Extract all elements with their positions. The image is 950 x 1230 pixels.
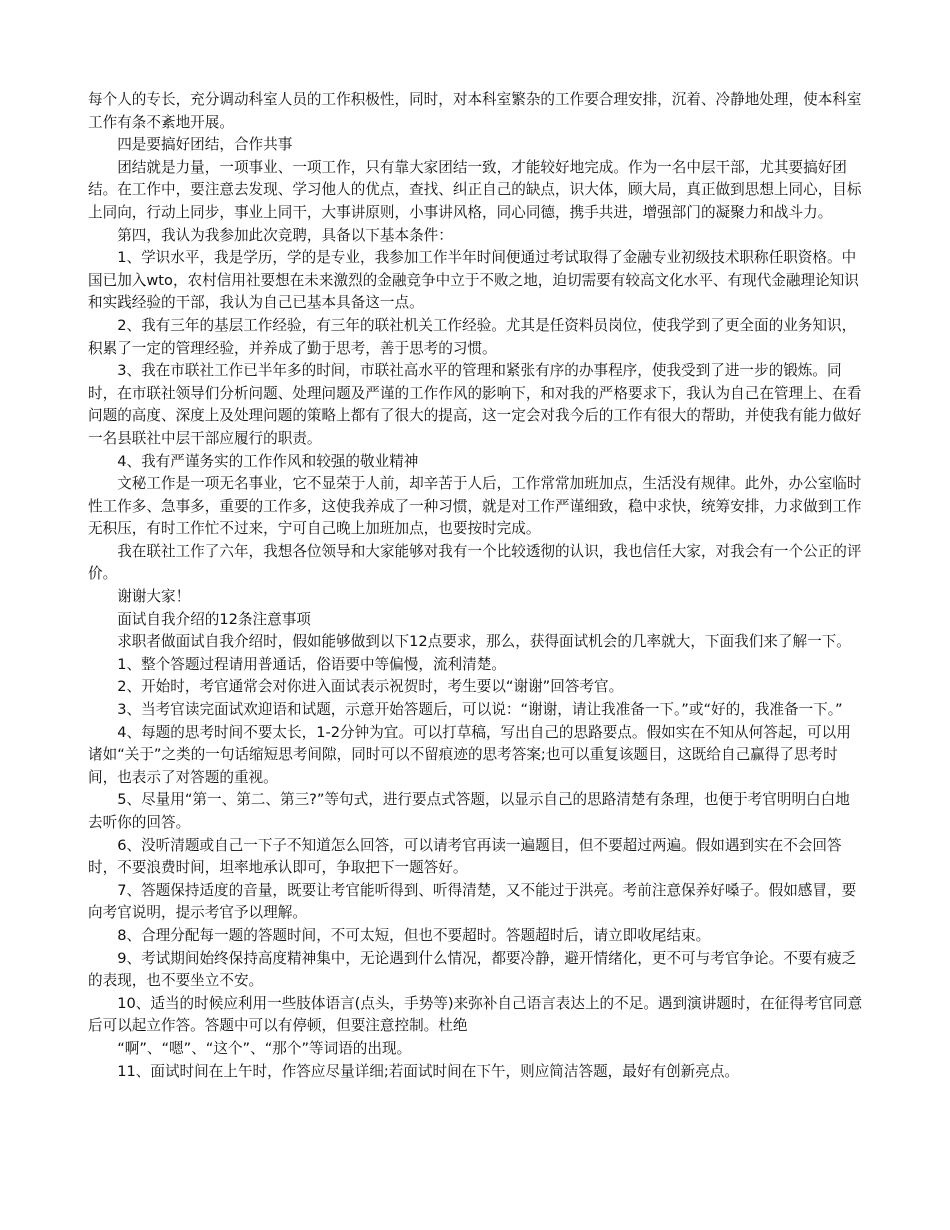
list-item-tip-4: 4、每题的思考时间不要太长，1-2分钟为宜。可以打草稿，写出自己的思路要点。假如实在不知从何答起，可以用诸如“关于”之类的一句话缩短思考间隙，同时可以不留痕迹的思考答案;也可以重复该题目，这既给自己赢得了思考时间，也表示了对答题的重视。 — [88, 723, 851, 786]
paragraph-thanks: 谢谢大家！ — [117, 588, 191, 606]
paragraph-condition-2: 2、我有三年的基层工作经验，有三年的联社机关工作经验。尤其是任资料员岗位，使我学到了更全面的业务知识，积累了一定的管理经验，并养成了勤于思考，善于思考的习惯。 — [88, 316, 857, 357]
section-heading-interview-tips: 面试自我介绍的12条注意事项 — [117, 610, 311, 628]
paragraph-condition-4-heading: 4、我有严谨务实的工作作风和较强的敬业精神 — [117, 452, 419, 470]
document-body — [88, 89, 863, 1083]
section-heading-teamwork: 四是要搞好团结，合作共事 — [117, 136, 293, 154]
paragraph-tips-intro: 求职者做面试自我介绍时，假如能够做到以下12点要求，那么，获得面试机会的几率就大，下面我们来了解一下。 — [117, 633, 851, 651]
list-item-tip-11: 11、面试时间在上午时，作答应尽量详细;若面试时间在下午，则应简洁答题，最好有创新亮点。 — [117, 1062, 740, 1080]
list-item-tip-7: 7、答题保持适度的音量，既要让考官能听得到、听得清楚，又不能过于洪亮。考前注意保养好嗓子。假如感冒，要向考官说明，提示考官予以理解。 — [88, 881, 857, 922]
list-item-tip-1: 1、整个答题过程请用普通话，俗语要中等偏慢，流利清楚。 — [117, 655, 506, 673]
section-heading-conditions: 第四，我认为我参加此次竞聘，具备以下基本条件： — [117, 226, 453, 244]
paragraph-closing: 我在联社工作了六年，我想各位领导和大家能够对我有一个比较透彻的认识，我也信任大家，对我会有一个公正的评价。 — [88, 542, 862, 583]
list-item-tip-9: 9、考试期间始终保持高度精神集中，无论遇到什么情况，都要冷静，避开情绪化，更不可与考官争论。不要有疲乏的表现，也不要坐立不安。 — [88, 949, 857, 990]
paragraph-intro-continued: 每个人的专长，充分调动科室人员的工作积极性，同时，对本科室繁杂的工作要合理安排，沉着、冷静地处理，使本科室工作有条不紊地开展。 — [88, 91, 862, 131]
paragraph-condition-3: 3、我在市联社工作已半年多的时间，市联社高水平的管理和紧张有序的办事程序，使我受到了进一步的锻炼。同时，在市联社领导们分析问题、处理问题及严谨的工作作风的影响下，和对我的严格要求下，我认为自己在管理上、在看问题的高度、深度上及处理问题的策略上都有了很大的提高，这一定会对我今后的工作有很大的帮助，并使我有能力做好一名县联社中层干部应履行的职责。 — [88, 362, 862, 447]
list-item-tip-5: 5、尽量用“第一、第二、第三?”等句式，进行要点式答题，以显示自己的思路清楚有条理，也便于考官明明白白地去听你的回答。 — [88, 791, 850, 831]
list-item-tip-6: 6、没听清题或自己一下子不知道怎么回答，可以请考官再读一遍题目，但不要超过两遍。假如遇到实在不会回答时，不要浪费时间，坦率地承认即可，争取把下一题答好。 — [88, 836, 842, 877]
paragraph-clerical-work: 文秘工作是一项无名事业，它不显荣于人前，却辛苦于人后，工作常常加班加点，生活没有规律。此外，办公室临时性工作多、急事多，重要的工作多，这使我养成了一种习惯，就是对工作严谨细致，稳中求快，统筹安排，力求做到工作无积压，有时工作忙不过来，宁可自己晚上加班加点，也要按时完成。 — [88, 475, 862, 538]
list-item-tip-3: 3、当考官读完面试欢迎语和试题，示意开始答题后，可以说：“谢谢，请让我准备一下。”或“好的，我准备一下。” — [117, 701, 843, 719]
list-item-tip-10-continued: “啊”、“嗯”、“这个”、“那个”等词语的出现。 — [117, 1039, 412, 1057]
list-item-tip-8: 8、合理分配每一题的答题时间，不可太短，但也不要超时。答题超时后，请立即收尾结束。 — [117, 926, 711, 944]
list-item-tip-2: 2、开始时，考官通常会对你进入面试表示祝贺时，考生要以“谢谢”回答考官。 — [117, 678, 624, 696]
paragraph-teamwork: 团结就是力量，一项事业、一项工作，只有靠大家团结一致，才能较好地完成。作为一名中层干部，尤其要搞好团结。在工作中，要注意去发现、学习他人的优点，查找、纠正自己的缺点，识大体，顾大局，真正做到思想上同心，目标上同向，行动上同步，事业上同干，大事讲原则，小事讲风格，同心同德，携手共进，增强部门的凝聚力和战斗力。 — [88, 158, 862, 221]
list-item-tip-10: 10、适当的时候应利用一些肢体语言(点头，手势等)来弥补自己语言表达上的不足。遇到演讲题时，在征得考官同意后可以起立作答。答题中可以有停顿，但要注意控制。杜绝 — [88, 994, 863, 1035]
paragraph-condition-1: 1、学识水平，我是学历，学的是专业，我参加工作半年时间便通过考试取得了金融专业初级技术职称任职资格。中国已加入wto，农村信用社要想在未来激烈的金融竞争中立于不败之地，迫切需要有较高文化水平、有现代金融理论知识和实践经验的干部，我认为自己已基本具备这一点。 — [88, 249, 859, 312]
